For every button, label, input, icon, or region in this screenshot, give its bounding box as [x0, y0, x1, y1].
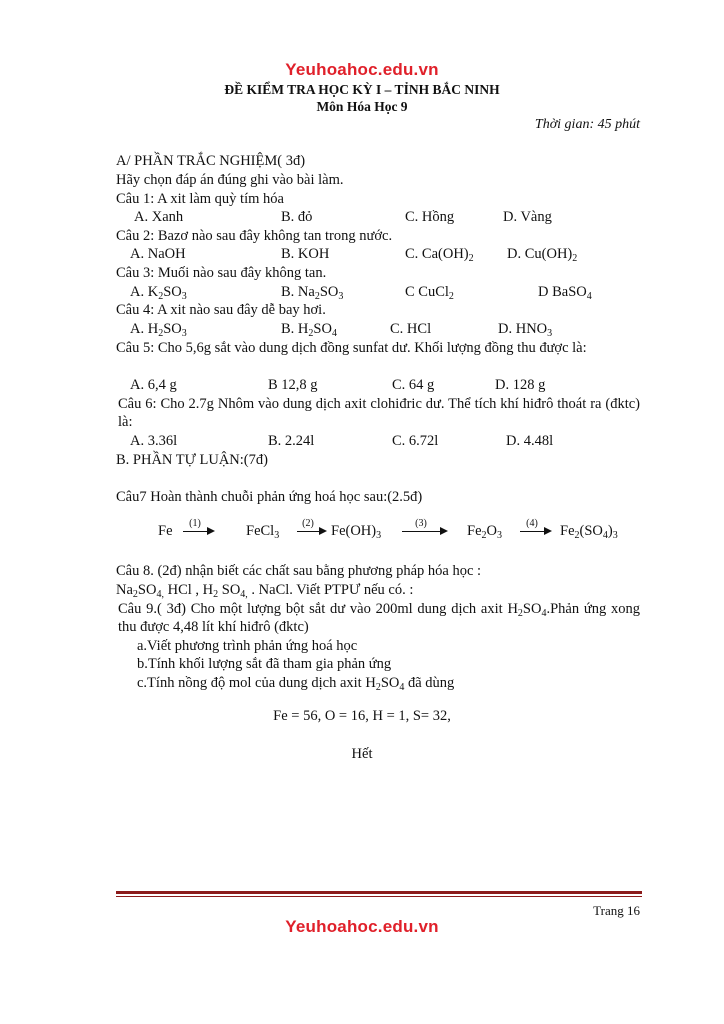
- q3-option-a: A. $K_2SO_3$: [130, 284, 187, 302]
- q4-option-c: C. HCl: [390, 321, 432, 337]
- q2-option-a: A. NaOH: [130, 246, 186, 262]
- exam-time: Thời gian: 45 phút: [534, 117, 640, 132]
- q5-option-d: D. 128 g: [495, 377, 546, 393]
- q2-option-c: C. $Ca(OH)_2$: [405, 246, 474, 264]
- question-7: Câu7 Hoàn thành chuỗi phản ứng hoá học sau:(2.5đ): [116, 489, 423, 505]
- part-a-instruction: Hãy chọn đáp án đúng ghi vào bài làm.: [116, 172, 344, 188]
- site-logo-bottom: Yeuhoahoc.edu.vn: [285, 917, 439, 936]
- question-2: Câu 2: Bazơ nào sau đây không tan trong nước.: [116, 228, 393, 244]
- q6-option-a: A. 3.36l: [130, 433, 178, 449]
- question-8-substances: $Na_2SO_{4,}$ HCl , $H_2$ $SO_{4,}$ . NaCl. Viết PTPƯ nếu có. :: [116, 582, 414, 600]
- q5-option-a: A. 6,4 g: [130, 377, 177, 393]
- q2-option-b: B. KOH: [281, 246, 330, 262]
- question-8: Câu 8. (2đ) nhận biết các chất sau bằng phương pháp hóa học :: [116, 563, 482, 579]
- exam-subject: Môn Hóa Học 9: [316, 99, 408, 114]
- page-number: Trang 16: [593, 903, 640, 918]
- q3-option-c: C CuCl$_2$: [405, 284, 454, 302]
- question-1: Câu 1: A xit làm quỳ tím hóa: [116, 191, 284, 207]
- chain-feoh3: $Fe(OH)_3$: [331, 523, 382, 541]
- q6-option-b: B. 2.24l: [268, 433, 315, 449]
- question-3: Câu 3: Muối nào sau đây không tan.: [116, 265, 327, 281]
- reaction-arrow-2: (2): [297, 522, 327, 540]
- q4-option-a: A. $H_2SO_3$: [130, 321, 187, 339]
- question-5: Câu 5: Cho 5,6g sắt vào dung dịch đồng sunfat dư. Khối lượng đồng thu được là:: [116, 340, 587, 356]
- q6-option-d: D. 4.48l: [506, 433, 554, 449]
- q9-part-a: a.Viết phương trình phản ứng hoá học: [137, 638, 358, 654]
- q1-option-a: A. Xanh: [134, 209, 184, 225]
- question-9: Câu 9.( 3đ) Cho một lượng bột sắt dư vào 200ml dung dịch axit $H_2SO_4.Phản$ ứng xong thu được 4,48 lít khí hiđrô (đktc): [118, 601, 640, 635]
- q4-option-b: B. $H_2SO_4$: [281, 321, 337, 339]
- chain-fe2o3: $Fe_2O_3$: [467, 523, 502, 541]
- part-a-title: A/ PHẦN TRẮC NGHIỆM( 3đ): [116, 153, 306, 169]
- atomic-masses: Fe = 56, O = 16, H = 1, S= 32,: [273, 708, 451, 724]
- q9-part-c: c.Tính nồng độ mol của dung dịch axit $H_2SO_4$ đã dùng: [137, 675, 455, 693]
- site-logo-top: Yeuhoahoc.edu.vn: [285, 60, 439, 79]
- q5-option-c: C. 64 g: [392, 377, 435, 393]
- q2-option-d: D. $Cu(OH)_2$: [507, 246, 578, 264]
- reaction-arrow-3: (3): [402, 522, 448, 540]
- question-6: Câu 6: Cho 2.7g Nhôm vào dung dịch axit clohiđric dư. Thể tích khí hiđrô thoát ra (đktc) là:: [118, 396, 640, 430]
- q3-option-b: B. $Na_2SO_3$: [281, 284, 344, 302]
- q3-option-d: D BaSO$_4$: [538, 284, 592, 302]
- q1-option-d: D. Vàng: [503, 209, 552, 225]
- q1-option-b: B. đỏ: [281, 209, 313, 225]
- q6-option-c: C. 6.72l: [392, 433, 439, 449]
- footer-rule-thick: [116, 891, 642, 894]
- q1-option-c: C. Hồng: [405, 209, 455, 225]
- end-mark: Hết: [351, 746, 373, 762]
- part-b-title: B. PHẦN TỰ LUẬN:(7đ): [116, 452, 268, 468]
- reaction-arrow-4: (4): [520, 522, 552, 540]
- reaction-arrow-1: (1): [183, 522, 215, 540]
- q4-option-d: D. $HNO_3$: [498, 321, 553, 339]
- exam-title: ĐỀ KIỂM TRA HỌC KỲ I – TỈNH BẮC NINH: [224, 82, 500, 97]
- question-4: Câu 4: A xit nào sau đây dễ bay hơi.: [116, 302, 326, 318]
- q5-option-b: B 12,8 g: [268, 377, 318, 393]
- chain-fe: Fe: [158, 523, 173, 539]
- footer-rule-thin: [116, 896, 642, 897]
- chain-fe2so43: $Fe_2(SO_4)_3$: [560, 523, 618, 541]
- q9-part-b: b.Tính khối lượng sắt đã tham gia phản ứng: [137, 656, 392, 672]
- chain-fecl3: FeCl$_3$: [246, 523, 280, 541]
